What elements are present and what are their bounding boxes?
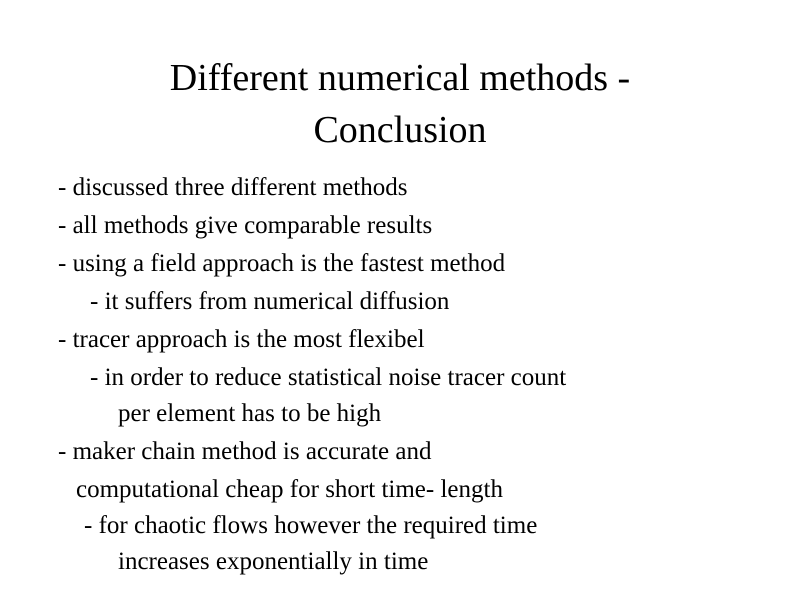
title-line-2: Conclusion <box>313 109 487 151</box>
bullet-maker-chain: - maker chain method is accurate and <box>58 438 432 465</box>
bullet-discussed-methods: - discussed three different methods <box>58 174 408 201</box>
sub-bullet-tracer-count-cont: per element has to be high <box>118 400 382 427</box>
sub-bullet-chaotic-flows: - for chaotic flows however the required time <box>84 512 538 539</box>
bullet-comparable-results: - all methods give comparable results <box>58 212 433 239</box>
sub-bullet-tracer-count: - in order to reduce statistical noise tracer count <box>90 364 567 391</box>
slide-title <box>0 52 800 156</box>
sub-bullet-chaotic-flows-cont: increases exponentially in time <box>118 548 429 575</box>
bullet-maker-chain-cont: computational cheap for short time- length <box>76 476 503 503</box>
sub-bullet-numerical-diffusion: - it suffers from numerical diffusion <box>90 288 450 315</box>
bullet-tracer-approach: - tracer approach is the most flexibel <box>58 326 425 353</box>
title-line-1: Different numerical methods - <box>169 57 631 99</box>
bullet-field-approach: - using a field approach is the fastest method <box>58 250 506 277</box>
